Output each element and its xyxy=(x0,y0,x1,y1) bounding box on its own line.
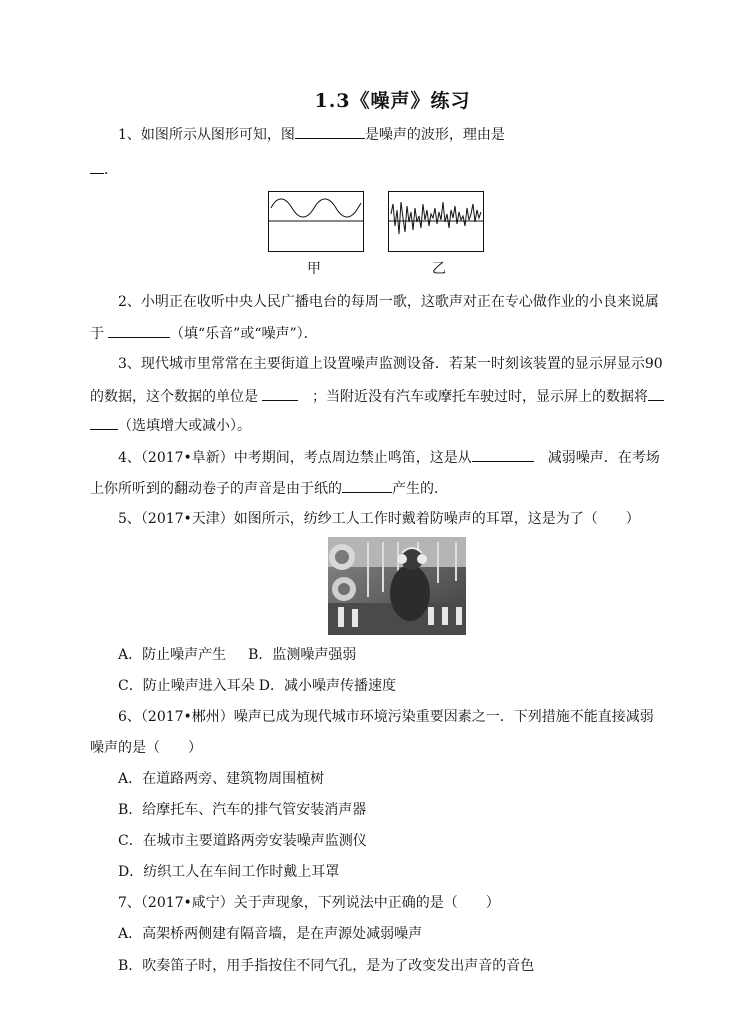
q4-text-c: 上你所听到的翻动卷子的声音是由于纸的 xyxy=(90,481,342,497)
q3-text-c: （选填增大或减小）。 xyxy=(118,418,251,434)
waveform-label-yi: 乙 xyxy=(432,261,446,277)
q2-text-b: （填“乐音”或“噪声”）． xyxy=(170,326,318,342)
waveform-jia xyxy=(268,191,364,252)
q2-line1: 2、小明正在收听中央人民广播电台的每周一歌，这歌声对正在专心做作业的小良来说属 xyxy=(118,294,659,310)
q5-options-row1 xyxy=(118,645,356,665)
sine-wave-graphic xyxy=(269,192,363,251)
q5-option-b: B．监测噪声强弱 xyxy=(248,647,357,663)
q5-option-d: D．减小噪声传播速度 xyxy=(258,678,396,694)
q2-line2 xyxy=(90,323,318,344)
q1-line2 xyxy=(90,159,118,180)
q6-option-b: B．给摩托车、汽车的排气管安装消声器 xyxy=(118,802,367,818)
q6-option-a: A．在道路两旁、建筑物周围植树 xyxy=(118,771,325,787)
waveform-label-jia: 甲 xyxy=(307,261,321,277)
q3-text-a: 的数据，这个数据的单位是 xyxy=(90,389,258,405)
q7-option-a: A．高架桥两侧建有隔音墙，是在声源处减弱噪声 xyxy=(118,926,423,942)
textile-worker-photo-graphic xyxy=(328,537,466,635)
q1-text-b: 是噪声的波形，理由是 xyxy=(364,127,505,143)
q4-line1 xyxy=(118,447,660,468)
q1-text-a: 1、如图所示从图形可知，图 xyxy=(118,127,295,143)
q5-option-a: A．防止噪声产生 xyxy=(118,647,227,663)
q4-line2 xyxy=(90,478,448,499)
q1-text-c: ． xyxy=(104,162,118,178)
q3-blank-3 xyxy=(90,415,118,430)
q4-blank-2 xyxy=(342,478,392,493)
waveform-yi xyxy=(388,191,484,252)
q4-text-a: 4、（2017•阜新）中考期间，考点周边禁止鸣笛，这是从 xyxy=(118,450,472,466)
q1-blank-2 xyxy=(90,159,104,174)
q4-text-b: 减弱噪声．在考场 xyxy=(547,450,660,466)
q5-stem: 5、（2017•天津）如图所示，纺纱工人工作时戴着防噪声的耳罩，这是为了（ ） xyxy=(118,511,640,527)
q3-text-b: ；当附近没有汽车或摩托车驶过时，显示屏上的数据将 xyxy=(312,389,648,405)
page-title: 1.3《噪声》练习 xyxy=(314,90,471,112)
q1-line1 xyxy=(118,124,505,145)
q3-blank-2 xyxy=(648,386,664,401)
q6-option-c: C．在城市主要道路两旁安装噪声监测仪 xyxy=(118,833,367,849)
q2-blank xyxy=(108,323,170,338)
q4-blank-1 xyxy=(472,447,534,462)
q4-text-d: 产生的． xyxy=(392,481,448,497)
q7-stem: 7、（2017•咸宁）关于声现象，下列说法中正确的是（ ） xyxy=(118,895,500,911)
q3-line3 xyxy=(90,415,251,436)
q1-blank-1 xyxy=(295,124,365,139)
textile-worker-photo xyxy=(328,537,466,635)
q5-options-row2 xyxy=(118,676,396,696)
q3-line1: 3、现代城市里常常在主要街道上设置噪声监测设备．若某一时刻该装置的显示屏显示90 xyxy=(118,356,663,372)
q6-option-d: D．纺织工人在车间工作时戴上耳罩 xyxy=(118,864,340,880)
q3-line2 xyxy=(90,386,664,407)
q7-option-b: B．吹奏笛子时，用手指按住不同气孔，是为了改变发出声音的音色 xyxy=(118,958,535,974)
q2-text-a: 于 xyxy=(90,326,104,342)
noise-wave-graphic xyxy=(389,192,483,251)
q6-line1: 6、（2017•郴州）噪声已成为现代城市环境污染重要因素之一．下列措施不能直接减弱 xyxy=(118,709,654,725)
q5-option-c: C．防止噪声进入耳朵 xyxy=(118,678,255,694)
q6-line2: 噪声的是（ ） xyxy=(90,740,202,756)
q3-blank-1 xyxy=(262,386,298,401)
